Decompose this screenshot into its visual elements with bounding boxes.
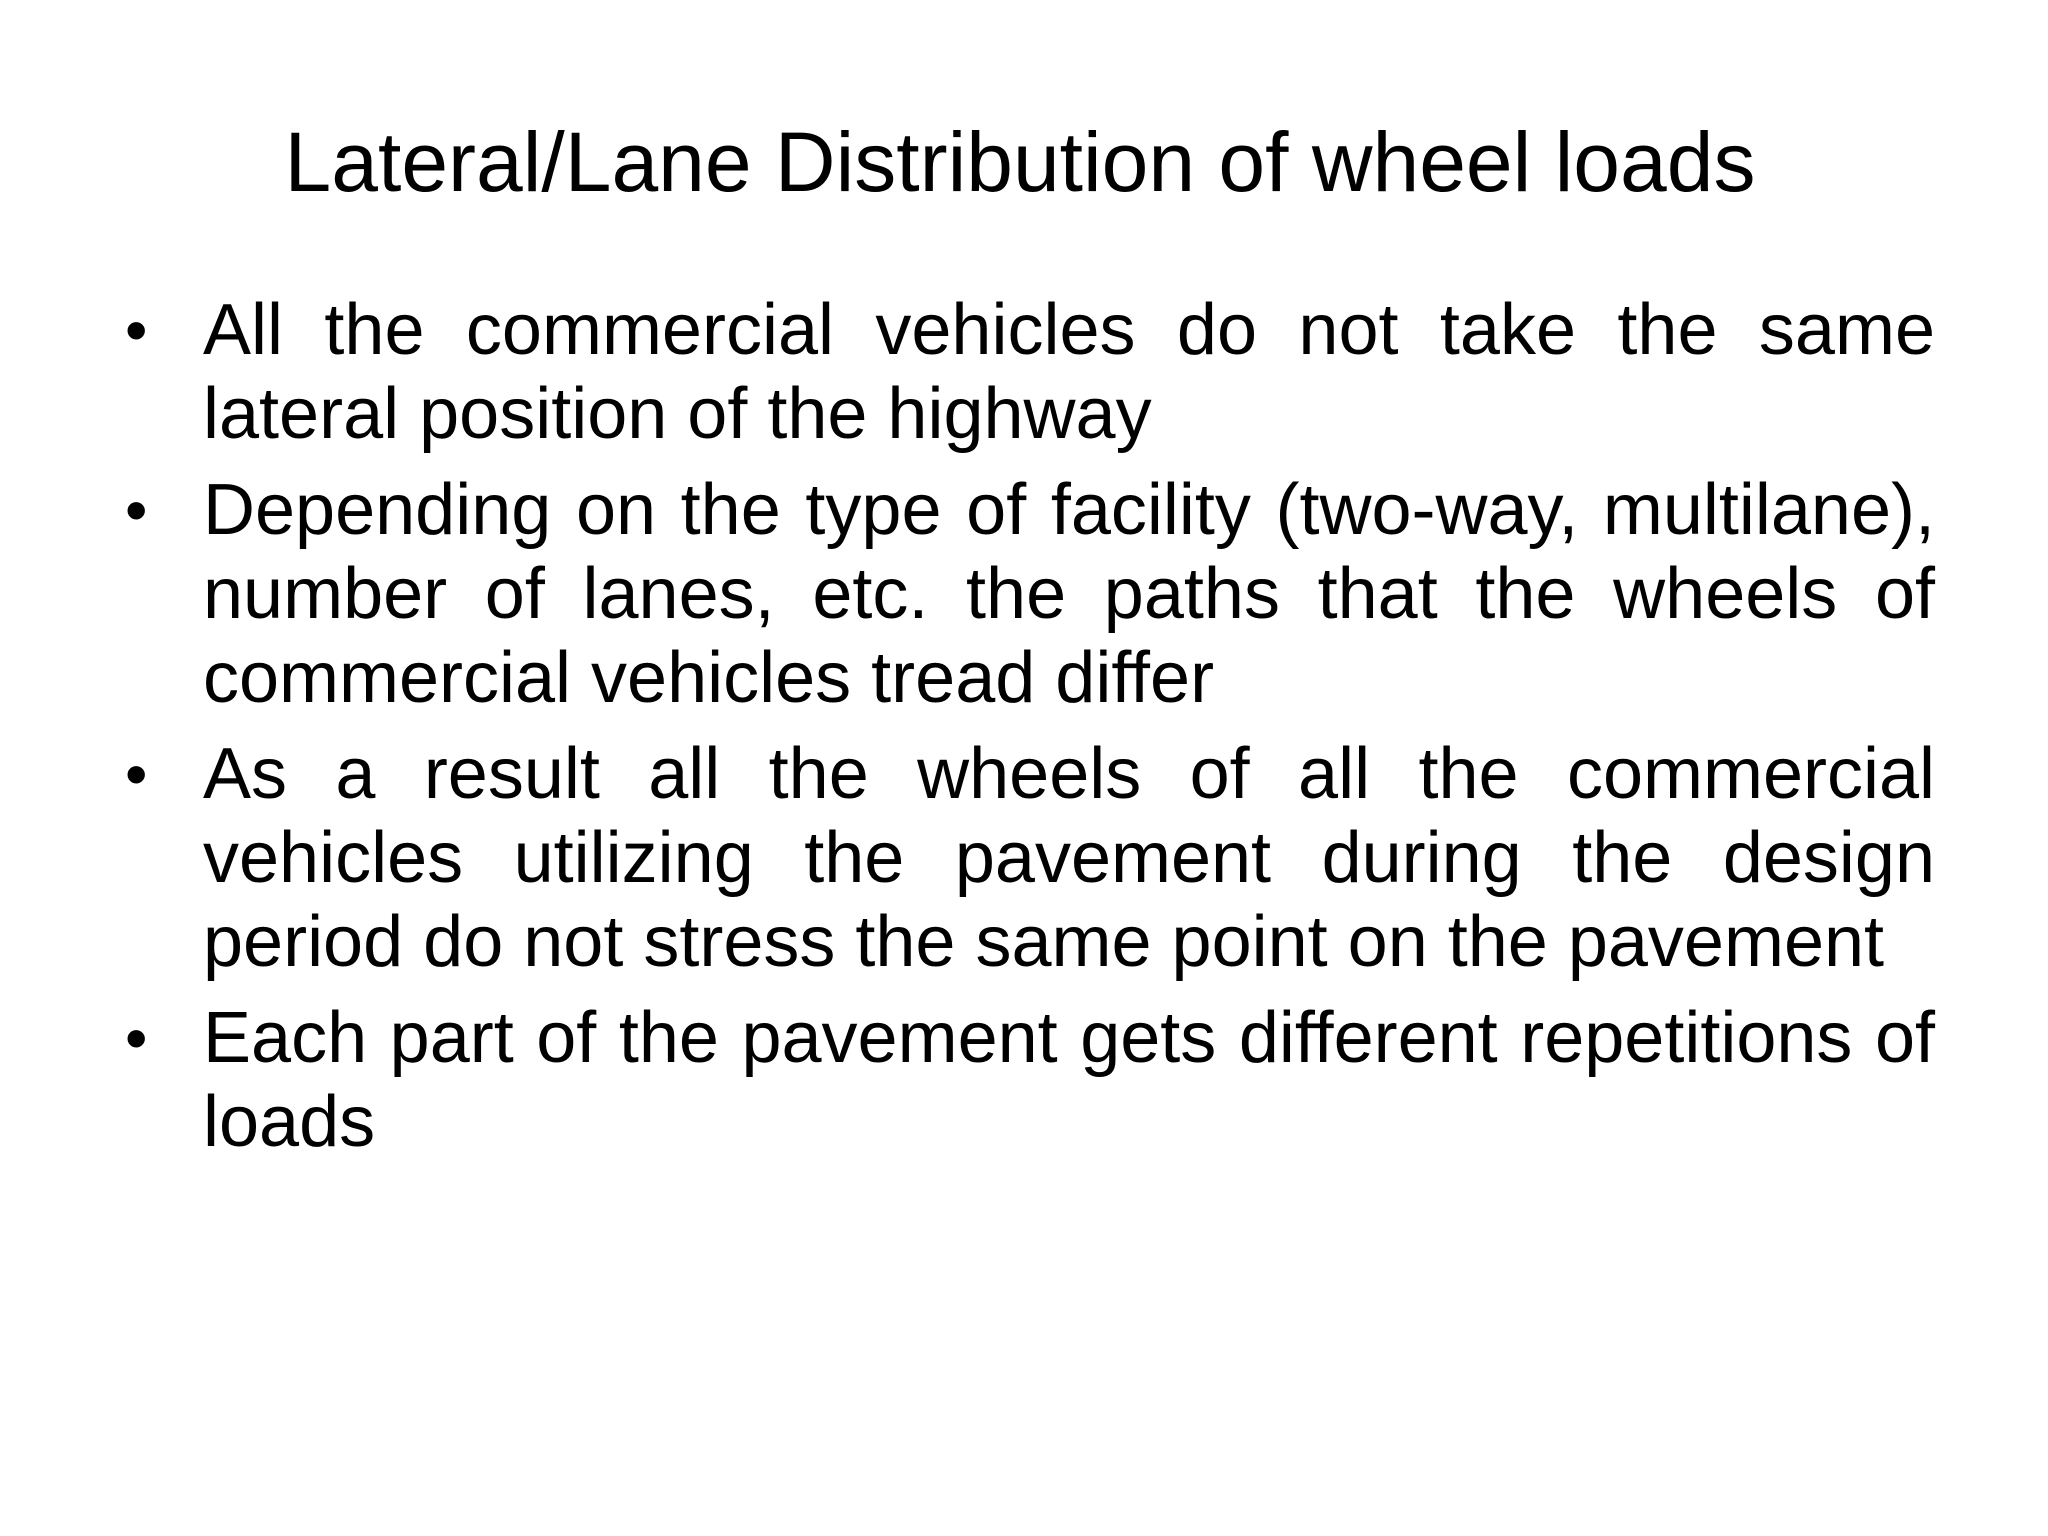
bullet-item	[115, 468, 1935, 720]
bullet-list	[115, 288, 1935, 1176]
bullet-item	[115, 996, 1935, 1164]
slide-title: Lateral/Lane Distribution of wheel loads	[284, 115, 1756, 209]
bullet-text: As a result all the wheels of all the commercial vehicles utilizing the pavement during the design period do not stress the same point on the pavement	[203, 734, 1935, 982]
bullet-text: Depending on the type of facility (two-way, multilane), number of lanes, etc. the paths that the wheels of commercial vehicles tread differ	[203, 470, 1935, 718]
bullet-text: Each part of the pavement gets different repetitions of loads	[203, 998, 1935, 1162]
bullet-dot-icon: •	[125, 738, 148, 810]
bullet-dot-icon: •	[125, 294, 148, 366]
bullet-dot-icon: •	[125, 1002, 148, 1074]
bullet-text: All the commercial vehicles do not take the same lateral position of the highway	[203, 290, 1935, 454]
bullet-item	[115, 288, 1935, 456]
bullet-item	[115, 732, 1935, 984]
bullet-dot-icon: •	[125, 474, 148, 546]
